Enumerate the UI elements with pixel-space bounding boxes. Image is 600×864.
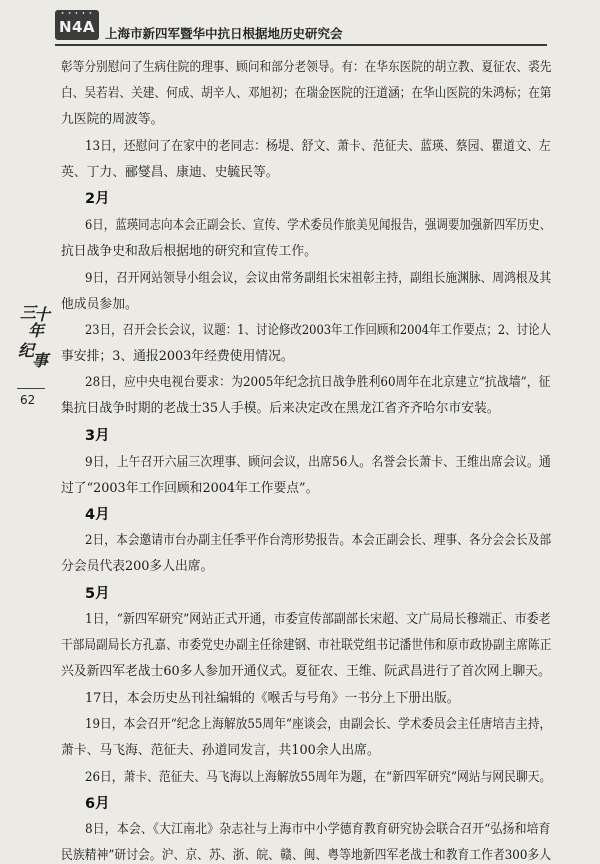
paragraph-line: 干部局副局长方孔嘉、市委党史办副主任徐建钢、市社联党组书记潘世伟和原市政协副主席陈正 [61, 638, 552, 653]
paragraph-line: 九医院的周波等。 [61, 112, 164, 127]
paragraph-line: 8日，本会、《大江南北》杂志社与上海市中小学德育教育研究协会联合召开“弘扬和培育 [85, 822, 551, 837]
side-brand-char: 事 [32, 351, 49, 370]
paragraph-line: 彰等分别慰问了生病住院的理事、顾问和部分老领导。有：在华东医院的胡立教、夏征农、裘先 [61, 60, 552, 75]
paragraph-line: 他成员参加。 [61, 297, 138, 312]
side-brand-char: 纪 [18, 341, 35, 360]
header-divider [55, 44, 547, 46]
paragraph-line: 兴及新四军老战士60多人参加开通仪式。夏征农、王维、阮武昌进行了首次网上聊天。 [61, 664, 551, 679]
month-heading: 4月 [85, 507, 110, 523]
side-brand-char: 十 [34, 305, 51, 324]
logo-text: N4A [58, 18, 96, 36]
paragraph-line: 事安排；3、通报2003年经费使用情况。 [61, 349, 294, 364]
month-heading: 3月 [85, 428, 110, 444]
paragraph-line: 9日，上午召开六届三次理事、顾问会议，出席56人。名誉会长萧卡、王维出席会议。通 [85, 455, 551, 470]
paragraph-line: 1日，“新四军研究”网站正式开通，市委宣传部副部长宋超、文广局局长穆端正、市委老 [85, 612, 551, 627]
paragraph-line: 17日，本会历史丛刊社编辑的《喉舌与号角》一书分上下册出版。 [85, 691, 460, 706]
paragraph-line: 9日，召开网站领导小组会议，会议由常务副组长宋祖彰主持，副组长施渊脉、周鸿根及其 [85, 271, 552, 286]
paragraph-line: 6日，蓝瑛同志向本会正副会长、宣传、学术委员作旅美见闻报告，强调要加强新四军历史、 [85, 218, 552, 233]
paragraph-line: 分会员代表200多人出席。 [61, 559, 214, 574]
paragraph-line: 白、吴若岩、关建、何成、胡辛人、邓旭初；在瑞金医院的汪道涵；在华山医院的朱鸿标；在第 [61, 86, 552, 101]
side-brand-calligraphy [14, 303, 51, 405]
month-heading: 5月 [85, 586, 110, 602]
side-brand-char: 年 [28, 321, 45, 340]
paragraph-line: 28日，应中央电视台要求：为2005年纪念抗日战争胜利60周年在北京建立“抗战墙”，征 [85, 375, 551, 390]
paragraph-line: 英、丁力、郦燮昌、康迪、史毓民等。 [61, 165, 279, 180]
paragraph-line: 2日，本会邀请市台办副主任季平作台湾形势报告。本会正副会长、理事、各分会会长及部 [85, 533, 552, 548]
month-heading: 6月 [85, 796, 110, 812]
paragraph-line: 过了“2003年工作回顾和2004年工作要点”。 [61, 481, 319, 496]
logo-dots: • • • • • [61, 11, 93, 17]
paragraph-line: 23日，召开会长会议，议题：1、讨论修改2003年工作回顾和2004年工作要点；2、讨论人 [85, 323, 552, 338]
paragraph-line: 民族精神”研讨会。沪、京、苏、浙、皖、赣、闽、粤等地新四军老战士和教育工作者300多人 [61, 848, 552, 863]
paragraph-line: 萧卡、马飞海、范征夫、孙道同发言，共100余人出席。 [61, 743, 380, 758]
side-brand-char: 三 [20, 303, 37, 322]
month-heading: 2月 [85, 191, 110, 207]
page-header [0, 0, 600, 48]
paragraph-line: 13日，还慰问了在家中的老同志：杨堤、舒文、萧卡、范征夫、蓝瑛、蔡园、瞿道文、左 [85, 139, 551, 154]
paragraph-line: 19日，本会召开“纪念上海解放55周年”座谈会，由副会长、学术委员会主任唐培吉主持， [85, 717, 552, 732]
paragraph-line: 集抗日战争时期的老战士35人手模。后来决定改在黑龙江省齐齐哈尔市安装。 [61, 401, 500, 416]
paragraph-line: 26日，萧卡、范征夫、马飞海以上海解放55周年为题，在“新四军研究”网站与网民聊天。 [85, 770, 552, 785]
page-number: 62 [20, 393, 36, 407]
paragraph-line: 抗日战争史和敌后根据地的研究和宣传工作。 [61, 244, 317, 259]
n4a-logo [55, 10, 99, 40]
organization-name: 上海市新四军暨华中抗日根据地历史研究会 [105, 26, 343, 41]
page-number-divider [17, 388, 45, 389]
